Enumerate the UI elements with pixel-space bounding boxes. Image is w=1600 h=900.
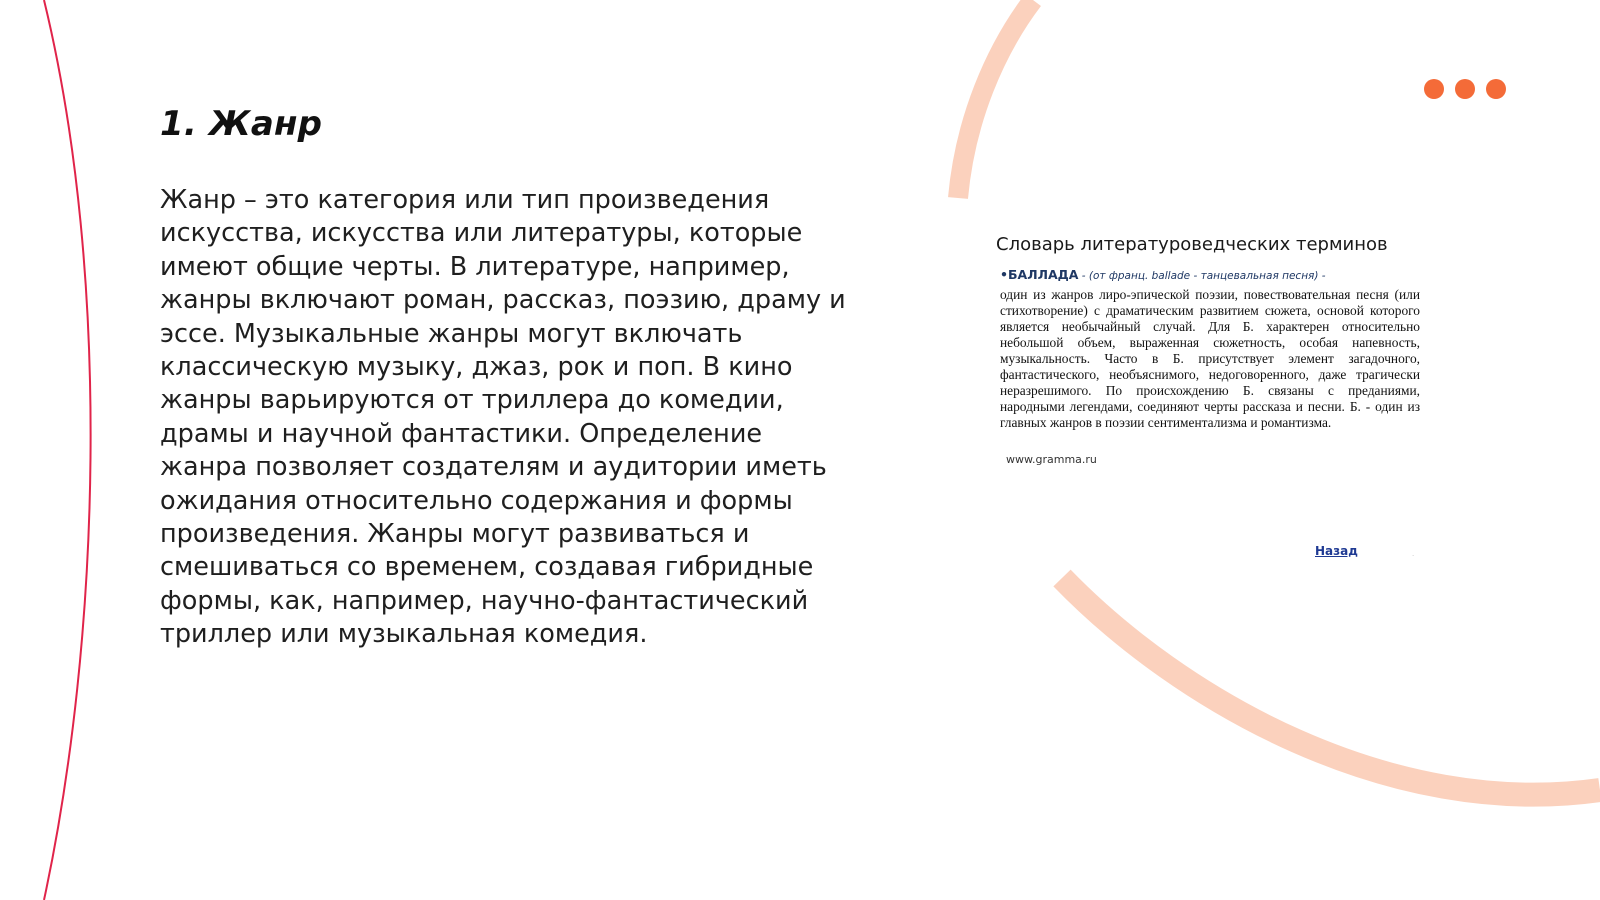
dot-2 <box>1455 79 1475 99</box>
dictionary-source: www.gramma.ru <box>1006 453 1097 466</box>
dictionary-panel <box>996 234 1420 466</box>
left-edge-curve <box>44 0 91 900</box>
dictionary-title: Словарь литературоведческих терминов <box>996 234 1388 255</box>
dictionary-etymology: - (от франц. ballade - танцевальная песня) - <box>1078 270 1326 282</box>
corner-mark: · <box>1412 552 1415 560</box>
dictionary-entry-head <box>1000 267 1420 282</box>
more-dots-icon <box>1424 79 1506 99</box>
dot-1 <box>1424 79 1444 99</box>
slide-title: 1. Жанр <box>160 104 323 144</box>
dictionary-definition: один из жанров лиро-эпической поэзии, повествовательная песня (или стихотворение) с драматическим развитием сюжета, основой которого является необычайный случай. Для Б. характерен относительно небольшой объем, выраженная сюжетность, особая напевность, музыкальность. Часто в Б. присутствует элемент загадочного, фантастического, необъяснимого, недоговоренного, даже трагически неразрешимого. По происхождению Б. связаны с преданиями, народными легендами, соединяют черты рассказа и песни. Б. - один из главных жанров в поэзии сентиментализма и романтизма. <box>1000 287 1420 430</box>
dot-3 <box>1486 79 1506 99</box>
top-arc <box>958 0 1033 198</box>
dictionary-term: •БАЛЛАДА <box>1000 267 1079 282</box>
bottom-arc <box>1062 578 1600 795</box>
slide-body-text: Жанр – это категория или тип произведения искусства, искусства или литературы, которые имеют общие черты. В литературе, например, жанры включают роман, рассказ, поэзию, драму и эссе. Музыкальные жанры могут включать классическую музыку, джаз, рок и поп. В кино жанры варьируются от триллера до комедии, драмы и научной фантастики. Определение жанра позволяет создателям и аудитории иметь ожидания относительно содержания и формы произведения. Жанры могут развиваться и смешиваться со временем, создавая гибридные формы, как, например, научно-фантастический триллер или музыкальная комедия. <box>160 185 846 650</box>
back-link[interactable]: Назад <box>1315 544 1358 558</box>
